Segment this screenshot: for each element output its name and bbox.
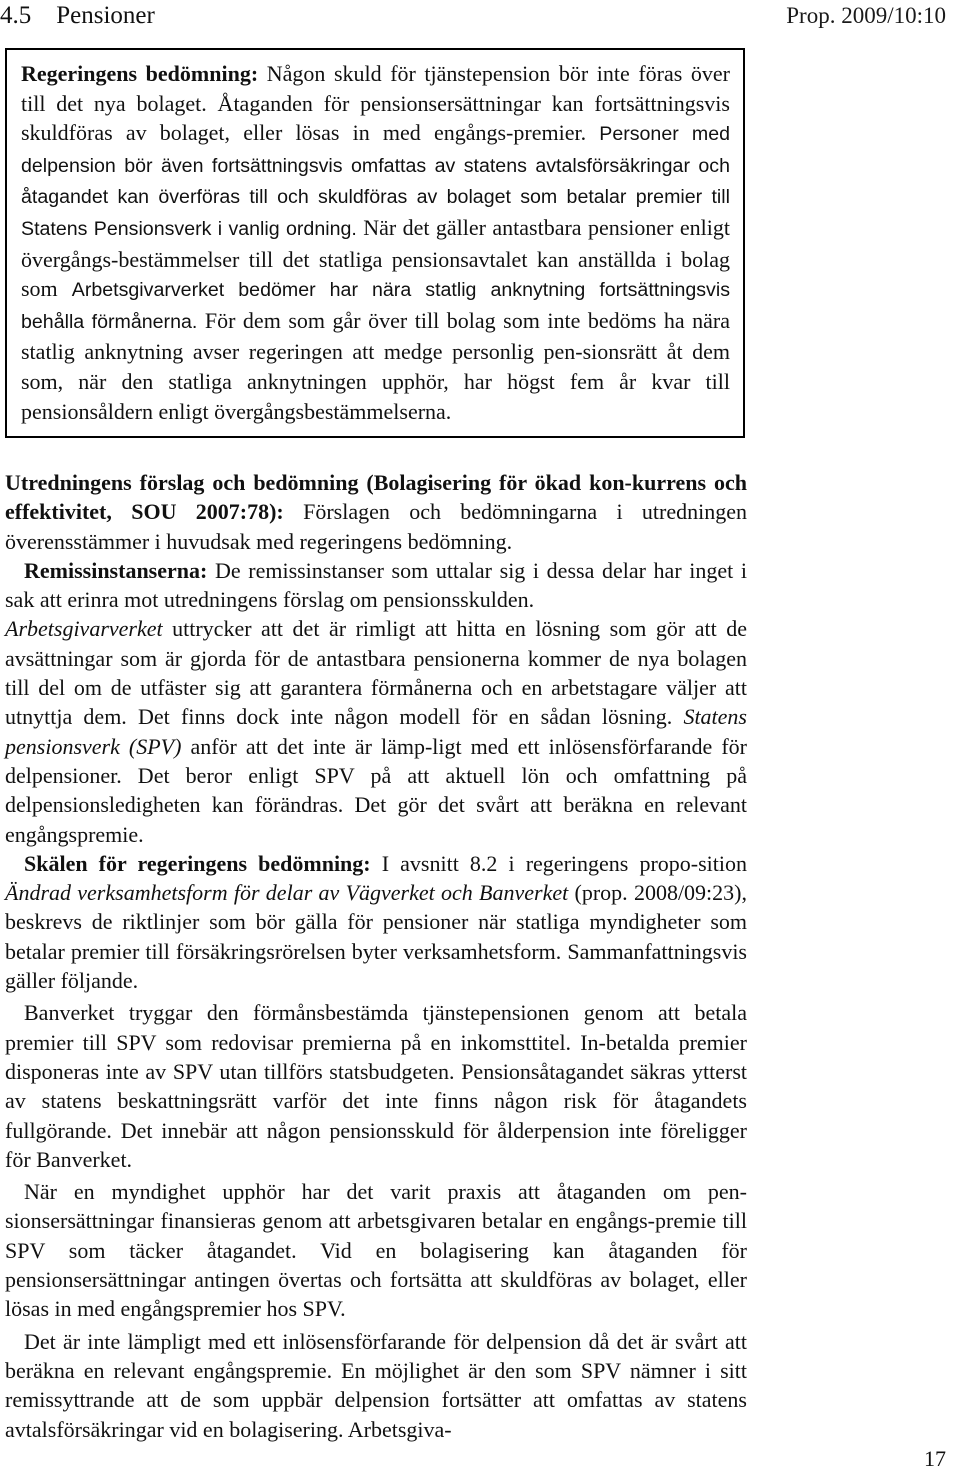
main-text (5, 468, 747, 1444)
agency-text-1: uttrycker att det är rimligt att hitta en lösning som gör att de avsättningar som är gjorda för de antastbara pensionerna kommer de nya bolagen till del om de utfäster sig att garantera förmånerna och en arbetstagare väljer att utnyttja dem. Det finns dock inte någon modell för en sådan lösning. (5, 616, 747, 730)
banverket-paragraph: Banverket tryggar den förmånsbestämda tjänstepensionen genom att betala premier till SPV som redovisar premierna på en inkomsttitel. In-betalda premier disponeras inte av SPV utan tillförs statsbudgeten. Pensionsåtagandet säkras ytterst av statens beskattningsrätt varför det inte finns någon risk för åtagandets fullgörande. Det innebär att någon pensionsskuld för ålderpension inte föreligger för Banverket. (5, 1000, 747, 1172)
reasons-text-1: I avsnitt 8.2 i regeringens propo-sition (370, 850, 747, 876)
reasons-heading: Skälen för regeringens bedömning: (24, 850, 371, 876)
box-heading: Regeringens bedömning: (21, 61, 259, 86)
proposition-title: Ändrad verksamhetsform för delar av Vägverket och Banverket (5, 880, 569, 906)
proposition-number: Prop. 2009/10:10 (786, 3, 946, 28)
box-paragraph (21, 59, 730, 426)
referral-heading: Remissinstanserna: (24, 557, 208, 583)
agency-views-paragraph (5, 614, 747, 848)
box-text-d: Arbetsgivarverket bedömer har nära statlig anknytning fortsättningsvis behålla förmånerna. (21, 279, 730, 333)
box-text-c: När det gäller antastbara pensioner enligt övergångs-bestämmelser till det statliga pensionsavtalet kan anställda i bolag som (21, 214, 730, 302)
box-text-b: Personer med delpension bör även fortsättningsvis omfattas av statens avtalsförsäkringar och åtagandet kan överföras till och skuldföras av bolaget som betalar premier till Statens Pensionsverk i vanlig ordning. (21, 123, 730, 240)
reasons-text-2: (prop. 2008/09:23), beskrevs de riktlinjer som bör gälla för pensioner när statliga myndigheter som betalar premier till försäkringsrörelsen byter verksamhetsform. Sammanfattningsvis gäller följande. (5, 880, 747, 994)
spv-name: Statens pensionsverk (SPV) (5, 704, 747, 759)
investigation-paragraph (5, 468, 747, 556)
investigation-heading: Utredningens förslag och bedömning (Bolagisering för ökad kon-kurrens och effektivitet, SOU 2007:78): (5, 470, 747, 525)
investigation-text: Förslagen och bedömningarna i utredningen överensstämmer i huvudsak med regeringens bedömning. (5, 499, 747, 554)
arbetsgivarverket-name: Arbetsgivarverket (5, 616, 163, 642)
reasons-paragraph (5, 849, 747, 995)
box-text-a: Någon skuld för tjänstepension bör inte föras över till det nya bolaget. Åtaganden för pensionsersättningar kan fortsättningsvis skuldföras av bolaget, eller lösas in med engångs-premier. (21, 61, 730, 146)
agency-text-2: anför att det inte är lämp-ligt med ett inlösensförfarande för delpensioner. Det beror enligt SPV på att aktuell lön och omfattning på delpensionsledigheten kan förändras. Det gör det svårt att beräkna en relevant engångspremie. (5, 733, 747, 847)
government-assessment-box (5, 48, 745, 438)
box-text-e: För dem som går över till bolag som inte bedöms ha nära statlig anknytning avser regeringen att medge personlig pen-sionsrätt åt dem som, när den statliga anknytningen upphör, har högst fem år kvar till pensionsåldern enligt övergångsbestämmelserna. (21, 307, 731, 424)
page-number: 17 (924, 1446, 946, 1471)
agency-closure-paragraph: När en myndighet upphör har det varit praxis att åtaganden om pen-sionsersättningar finansieras genom att arbetsgivaren betalar en engångs-premie till SPV som täcker åtagandet. Vid en bolagisering kan åtaganden för pensionsersättningar antingen övertas och fortsätta att skuldföras av bolaget, eller lösas in med engångspremier hos SPV. (5, 1179, 747, 1322)
section-heading: 4.5 Pensioner (0, 2, 155, 29)
referral-paragraph (5, 556, 747, 615)
referral-text: De remissinstanser som uttalar sig i dessa delar har inget i sak att erinra mot utredningens förslag om pensionsskulden. (5, 557, 747, 613)
partial-pension-paragraph: Det är inte lämpligt med ett inlösensförfarande för delpension då det är svårt att beräkna en relevant engångspremie. En möjlighet är den som SPV nämner i sitt remissyttrande att de som uppbär delpension fortsätter att omfattas av statens avtalsförsäkringar vid en bolagisering. Arbetsgiva- (5, 1328, 747, 1442)
